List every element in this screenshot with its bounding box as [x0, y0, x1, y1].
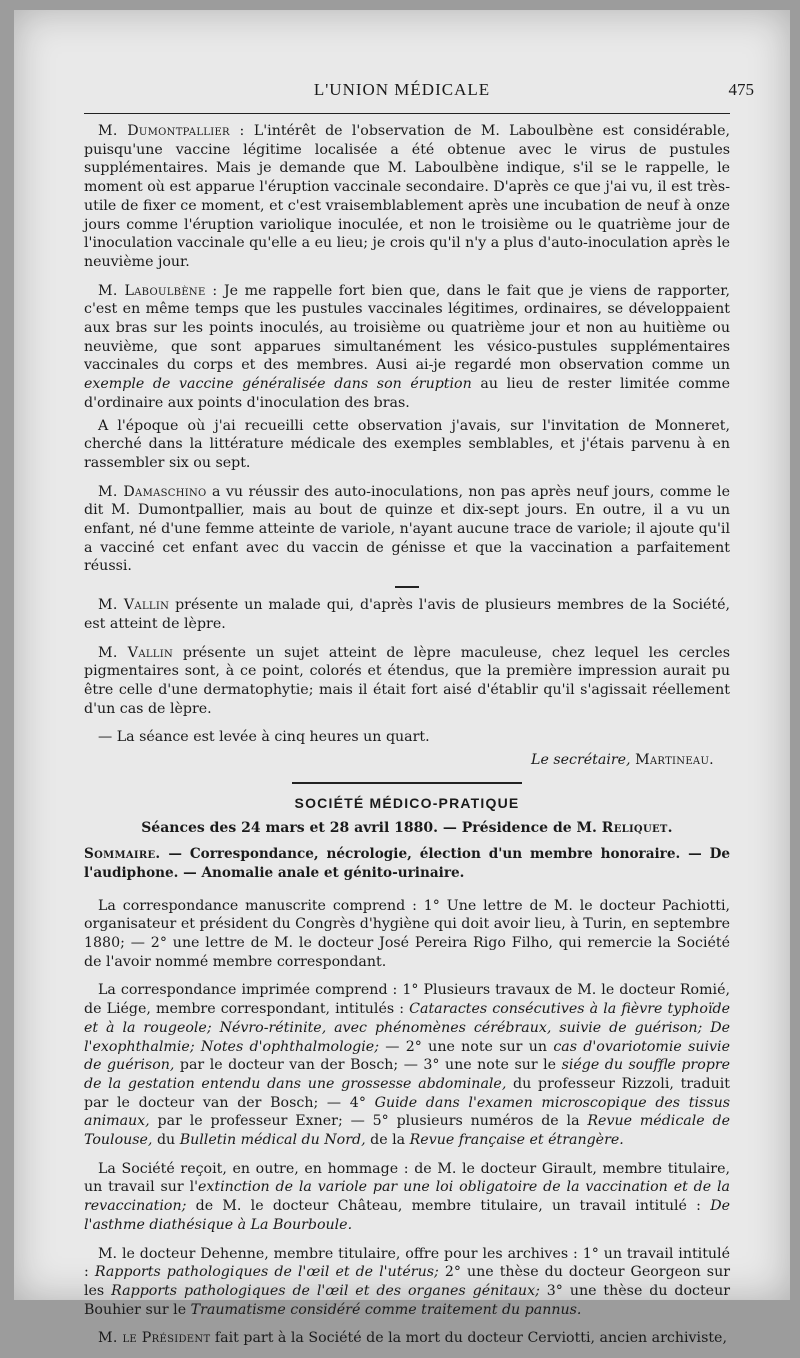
paragraph-text: par le docteur van der Bosch; — 3° une note sur le	[174, 1057, 562, 1074]
paragraph-correspondance-manuscrite	[84, 897, 730, 972]
paragraph-text: — La séance est levée à cinq heures un quart.	[98, 729, 430, 746]
page-sheet	[14, 10, 790, 1347]
paragraph-text: de M. le docteur Château, membre titulaire, un travail intitulé :	[186, 1198, 711, 1215]
paragraph-text: du professeur Rizzoli, traduit par le docteur van der Bosch; — 4°	[84, 1075, 730, 1111]
paragraph-damaschino	[84, 483, 730, 577]
paragraph-closing	[84, 728, 730, 747]
italic-text: siége du souffle propre de la gestation entendu dans une grossesse abdominale,	[84, 1057, 730, 1092]
signature-name: Martineau.	[635, 752, 714, 769]
italic-text: Cataractes consécutives à la fièvre typhoïde et à la rougeole; Névro-rétinite, avec phénomènes cérébraux, suivie de guérison; De l'exophthalmie; Notes d'ophthalmologie;	[84, 1001, 730, 1055]
speaker-name: M. le Président	[98, 1330, 211, 1347]
paragraph-laboulbene	[84, 282, 730, 413]
section-title: SOCIÉTÉ MÉDICO-PRATIQUE	[294, 794, 520, 811]
separator-rule	[395, 586, 419, 588]
paragraph-text: fait part à la Société de la mort du docteur Cerviotti, ancien archiviste,	[210, 1330, 727, 1347]
speaker-name: M. Vallin	[98, 597, 170, 614]
summary	[84, 845, 730, 882]
session-line	[84, 819, 730, 838]
italic-text: exemple de vaccine généralisée dans son éruption	[84, 376, 472, 393]
paragraph-hommage	[84, 1160, 730, 1235]
italic-text: Rapports pathologiques de l'œil et de l'utérus;	[94, 1264, 439, 1281]
paragraph-vallin-2	[84, 644, 730, 719]
paragraph-text: 3° une thèse du docteur Bouhier sur le	[84, 1282, 730, 1318]
header-rule	[84, 113, 730, 114]
article-body	[84, 122, 730, 1358]
paragraph-monneret	[84, 417, 730, 473]
paragraph-president	[84, 1329, 730, 1348]
italic-text: Guide dans l'examen microscopique des tissus animaux,	[84, 1094, 730, 1130]
paragraph-text: présente un malade qui, d'après l'avis de plusieurs membres de la Société, est atteint de lèpre.	[84, 597, 730, 632]
italic-text: Traumatisme considéré comme traitement du pannus.	[190, 1301, 582, 1318]
signature	[84, 751, 714, 770]
paragraph-dumontpallier	[84, 122, 730, 272]
italic-text: Revue française et étrangère.	[409, 1132, 624, 1149]
paragraph-text: L'intérêt de l'observation de M. Laboulbène est considérable, puisqu'une vaccine légitime localisée a été obtenue avec le virus de pustules supplémentaires. Mais je demande que M. Laboulbène indique, s'il se le rappelle, le moment où est apparue l'éruption vaccinale secondaire. D'après ce que j'ai vu, il est très-utile de fixer ce moment, et c'est vraisemblablement après une incubation de neuf à onze jours comme l'éruption variolique inoculée, et non le troisième ou le quatrième jour de l'inoculation vaccinale qu'elle a eu lieu; je crois qu'il n'y a plus d'auto-inoculation après le neuvième jour.	[84, 123, 730, 270]
president-name: Reliquet.	[601, 819, 673, 836]
speaker-name: M. Vallin	[98, 644, 174, 661]
italic-text: Bulletin médical du Nord,	[179, 1132, 366, 1149]
paragraph-text: 2° une thèse du docteur Georgeon sur les	[84, 1264, 730, 1299]
running-title: L'UNION MÉDICALE	[313, 80, 491, 99]
speaker-name: M. Dumontpallier :	[98, 123, 245, 139]
italic-text: Revue médicale de Toulouse,	[84, 1113, 730, 1149]
paragraph-text: La correspondance manuscrite comprend : 1° Une lettre de M. le docteur Pachiotti, organisateur et président du Congrès d'hygiène qui doit avoir lieu, à Turin, en septembre 1880; — 2° une lettre de M. le docteur José Pereira Rigo Filho, qui remercie la Société de l'avoir nommé membre correspondant.	[84, 897, 730, 970]
italic-text: extinction de la variole par une loi obligatoire de la vaccination et de la revaccination;	[84, 1179, 731, 1215]
paragraph-text: La Société reçoit, en outre, en hommage : de M. le docteur Girault, membre titulaire, un travail sur l'	[84, 1160, 730, 1196]
paragraph-text: A l'époque où j'ai recueilli cette observation j'avais, sur l'invitation de Monneret, cherché dans la littérature médicale des exemples semblables, et j'étais parvenu à en rassembler six ou sept.	[84, 417, 730, 471]
paragraph-correspondance-imprimee	[84, 981, 730, 1149]
section-rule	[292, 782, 522, 784]
session-text: Séances des 24 mars et 28 avril 1880. — Présidence de M.	[141, 819, 602, 836]
italic-text: cas d'ovariotomie suivie de guérison,	[84, 1038, 730, 1074]
italic-text: De l'asthme diathésique à La Bourboule.	[84, 1198, 730, 1233]
paragraph-text: La correspondance imprimée comprend : 1° Plusieurs travaux de M. le docteur Romié, de Liége, membre correspondant, intitulés :	[84, 982, 730, 1018]
speaker-name: M. Damaschino	[98, 483, 207, 500]
paragraph-text: — 2° une note sur un	[378, 1038, 554, 1055]
paragraph-text: a vu réussir des auto-inoculations, non pas après neuf jours, comme le dit M. Dumontpallier, mais au bout de quinze et dix-sept jours. En outre, il a vu un enfant, né d'une femme atteinte de variole, n'ayant aucune trace de variole; il ajoute qu'il a vacciné cet enfant avec du vaccin de génisse et que la vaccination a parfaitement réussi.	[84, 483, 730, 575]
italic-text: Rapports pathologiques de l'œil et des organes génitaux;	[111, 1282, 540, 1299]
signature-role: Le secrétaire,	[531, 752, 631, 769]
running-head	[14, 80, 790, 104]
paragraph-text: de la	[365, 1132, 410, 1149]
paragraph-vallin-1	[84, 596, 730, 633]
paragraph-text: par le professeur Exner; — 5° plusieurs numéros de la	[149, 1113, 588, 1130]
speaker-name: M. Laboulbène :	[98, 282, 218, 299]
page-number: 475	[728, 80, 754, 99]
paragraph-text: du	[152, 1132, 180, 1149]
summary-label: Sommaire.	[84, 846, 161, 863]
paragraph-text: présente un sujet atteint de lèpre maculeuse, chez lequel les cercles pigmentaires sont, à ce point, colorés et étendus, que la première impression aurait pu être celle d'une dermatophytie; mais il était fort aisé d'établir qu'il s'agissait réellement d'un cas de lèpre.	[84, 644, 730, 717]
paragraph-dehenne	[84, 1245, 730, 1320]
paragraph-text: Je me rappelle fort bien que, dans le fait que je viens de rapporter, c'est en même temps que les pustules vaccinales légitimes, ordinaires, se développaient aux bras sur les points inoculés, au troisième ou quatrième jour et non au huitième ou neuvième, que sont apparues simultanément les vésico-pustules supplémentaires vaccinales du corps et des membres. Ausi ai-je regardé mon observation comme un	[84, 282, 730, 374]
paragraph-text: M. le docteur Dehenne, membre titulaire, offre pour les archives : 1° un travail intitulé :	[84, 1245, 730, 1281]
paragraph-text: au lieu de rester limitée comme d'ordinaire aux points d'inoculation des bras.	[84, 376, 730, 411]
summary-text: — Correspondance, nécrologie, élection d'un membre honoraire. — De l'audiphone. — Anomalie anale et génito-urinaire.	[84, 846, 730, 881]
